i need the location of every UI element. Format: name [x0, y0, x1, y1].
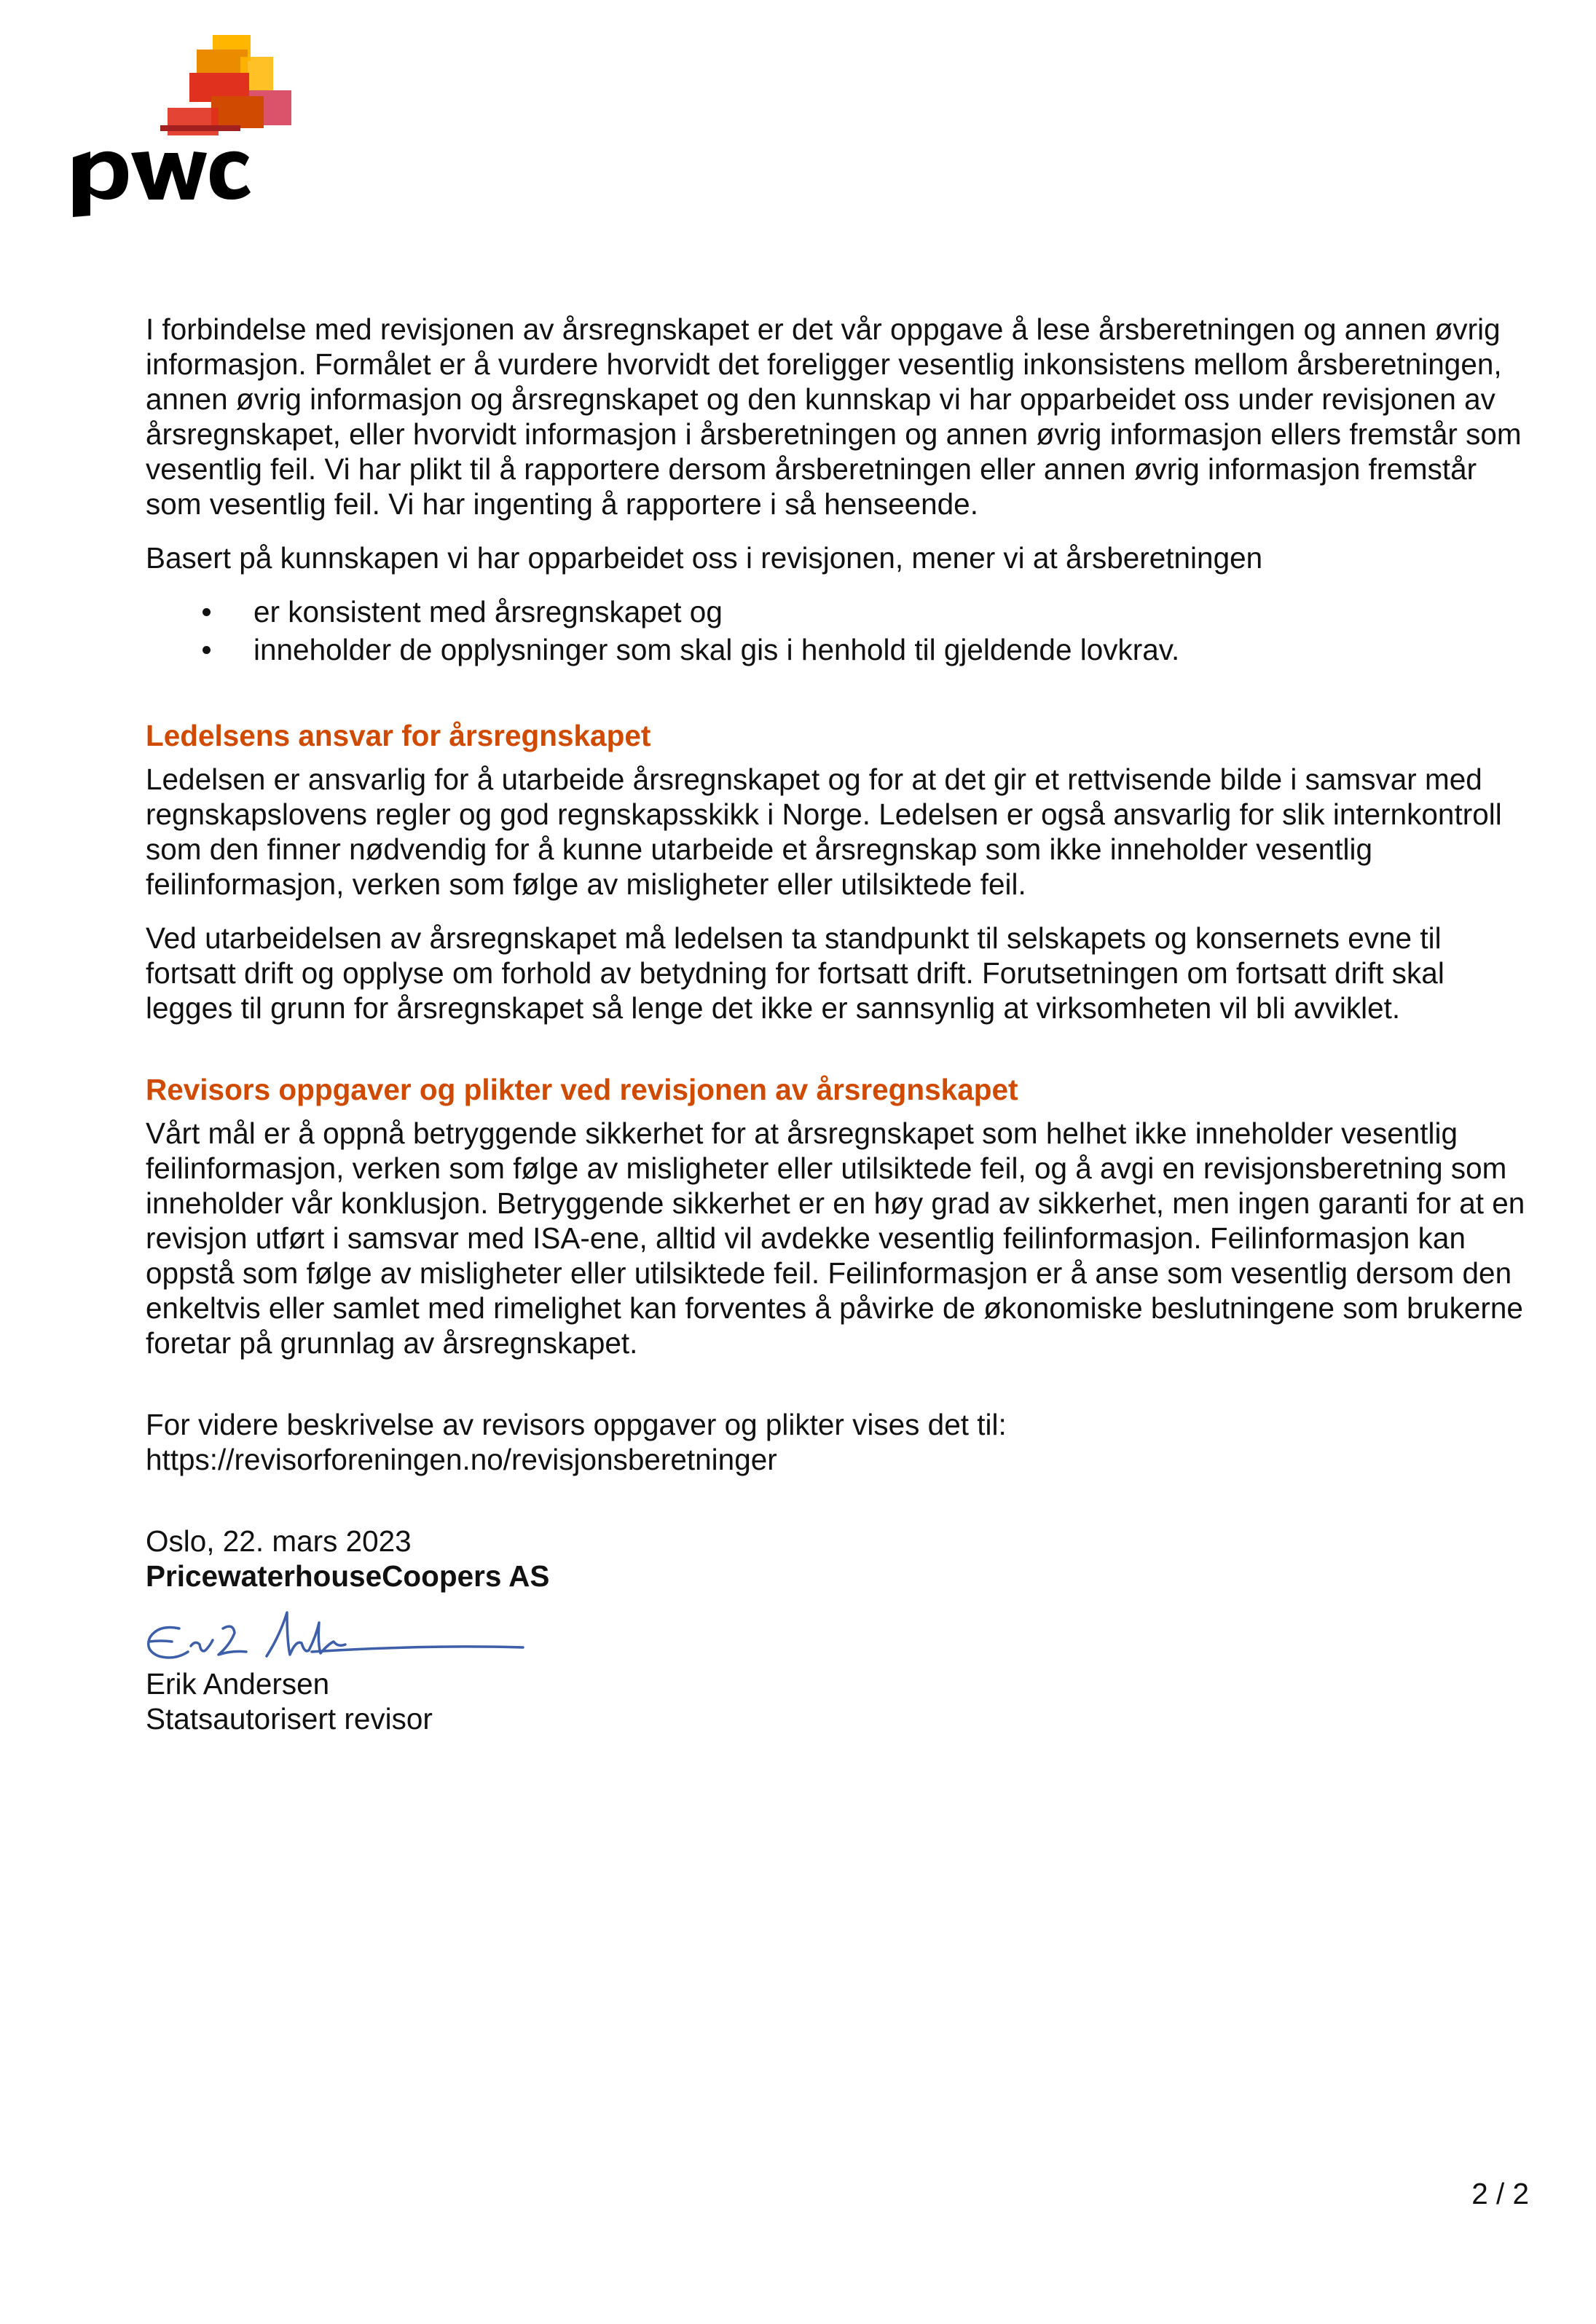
section-heading-management-responsibility: Ledelsens ansvar for årsregnskapet: [146, 719, 651, 752]
bullet-icon: [203, 646, 211, 654]
conclusion-list: [146, 594, 1530, 667]
list-item-text: er konsistent med årsregnskapet og: [253, 595, 723, 629]
pwc-wordmark: [73, 151, 251, 217]
signature-block: [146, 1524, 1530, 1736]
management-paragraph-2: Ved utarbeidelsen av årsregnskapet må ledelsen ta standpunkt til selskapets og konsernets evne til fortsatt drift og opplyse om forhold av betydning for fortsatt drift. Forutsetningen om fortsatt drift skal legges til grunn for årsregnskapet så lenge det ikke er sannsynlig at virksomheten vil bli avviklet.: [146, 921, 1444, 1025]
management-paragraph-1: Ledelsen er ansvarlig for å utarbeide årsregnskapet og for at det gir et rettvisende bilde i samsvar med regnskapslovens regler og god regnskapsskikk i Norge. Ledelsen er også ansvarlig for slik internkontroll som den finner nødvendig for å kunne utarbeide et årsregnskap som ikke inneholder vesentlig feilinformasjon, verken som følge av misligheter eller utilsiktede feil.: [146, 763, 1502, 901]
list-item-text: inneholder de opplysninger som skal gis i henhold til gjeldende lovkrav.: [253, 633, 1180, 666]
reference-block: [146, 1407, 1530, 1477]
page-number: 2 / 2: [1471, 2177, 1529, 2210]
firm-name: PricewaterhouseCoopers AS: [146, 1559, 550, 1593]
signer-title: Statsautorisert revisor: [146, 1702, 433, 1736]
list-item: [146, 632, 1530, 667]
signer-name: Erik Andersen: [146, 1667, 330, 1701]
section-heading-auditor-responsibility: Revisors oppgaver og plikter ved revisjonen av årsregnskapet: [146, 1073, 1018, 1106]
intro-paragraph-2: Basert på kunnskapen vi har opparbeidet oss i revisjonen, mener vi at årsberetningen: [146, 541, 1263, 575]
auditor-paragraph-1: Vårt mål er å oppnå betryggende sikkerhet for at årsregnskapet som helhet ikke inneholder vesentlig feilinformasjon, verken som følge av misligheter eller utilsiktede feil, og å avgi en revisjonsberetning som inneholder vår konklusjon. Betryggende sikkerhet er en høy grad av sikkerhet, men ingen garanti for at en revisjon utført i samsvar med ISA-ene, alltid vil avdekke vesentlig feilinformasjon. Feilinformasjon kan oppstå som følge av misligheter eller utilsiktede feil. Feilinformasjon er å anse som vesentlig dersom den enkeltvis eller samlet med rimelighet kan forventes å påvirke de økonomiske beslutningene som brukerne foretar på grunnlag av årsregnskapet.: [146, 1116, 1525, 1360]
pwc-logo: [58, 35, 299, 217]
reference-link[interactable]: https://revisorforeningen.no/revisjonsberetninger: [146, 1443, 777, 1476]
bullet-icon: [203, 608, 211, 616]
list-item: [146, 594, 1530, 629]
handwritten-signature: [137, 1599, 545, 1672]
intro-paragraph-1: I forbindelse med revisjonen av årsregnskapet er det vår oppgave å lese årsberetningen og annen øvrig informasjon. Formålet er å vurdere hvorvidt det foreligger vesentlig inkonsistens mellom årsberetningen, annen øvrig informasjon og årsregnskapet og den kunnskap vi har opparbeidet oss under revisjonen av årsregnskapet, eller hvorvidt informasjon i årsberetningen og annen øvrig informasjon ellers fremstår som vesentlig feil. Vi har plikt til å rapportere dersom årsberetningen eller annen øvrig informasjon fremstår som vesentlig feil. Vi har ingenting å rapportere i så henseende.: [146, 312, 1522, 521]
reference-text: For videre beskrivelse av revisors oppgaver og plikter vises det til:: [146, 1408, 1007, 1441]
document-body: [146, 312, 1530, 1736]
place-date: Oslo, 22. mars 2023: [146, 1524, 412, 1558]
pwc-logo-blocks: [160, 35, 291, 135]
